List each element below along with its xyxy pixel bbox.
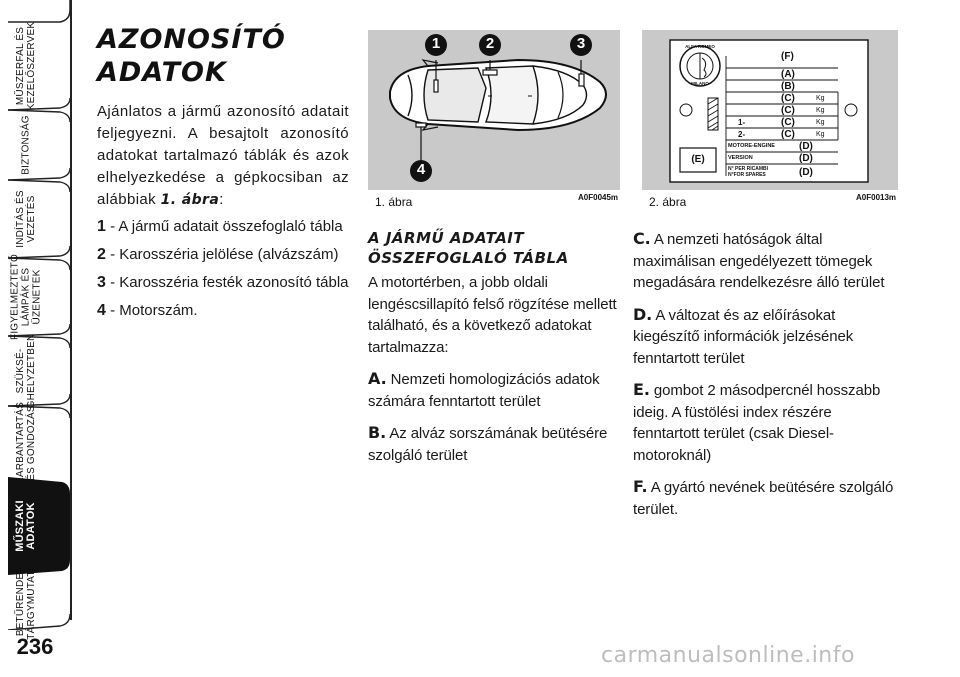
chapter-tab-strip <box>0 0 78 677</box>
plate-d1: (D) <box>799 141 813 152</box>
item-text: A gyártó nevének beütésére szolgáló terület. <box>633 479 894 518</box>
item-a <box>368 368 620 412</box>
tab-szukseghelyzet[interactable] <box>0 333 78 409</box>
marker-1: 1 <box>431 35 441 52</box>
tab-label: KARBANTARTÁS ÉS GONDOZÁS <box>15 401 37 485</box>
figure-2-id-plate <box>642 30 898 190</box>
legend-num: 3 <box>97 274 106 291</box>
intro-end: : <box>219 191 224 208</box>
tab-figyelmezteto[interactable] <box>0 254 78 340</box>
legend-text: - A jármű adatait összefoglaló tábla <box>105 218 343 235</box>
car-outline-illustration <box>368 30 620 190</box>
marker-2: 2 <box>485 35 495 52</box>
item-letter: F. <box>633 477 648 496</box>
plate-row-c1: (C) <box>781 93 795 104</box>
section-title-line1: A JÁRMŰ ADATAIT <box>368 229 525 247</box>
legend-text: - Karosszéria festék azonosító tábla <box>105 274 349 291</box>
legend-text: - Karosszéria jelölése (alvázszám) <box>105 246 339 263</box>
tab-muszaki-active[interactable] <box>0 480 78 572</box>
legend-item <box>97 213 357 241</box>
column-2-body <box>368 272 620 476</box>
legend-item <box>97 297 357 325</box>
plate-kg-3: Kg <box>816 119 825 126</box>
plate-row-c4: (C) <box>781 129 795 140</box>
tab-label: BIZTONSÁG <box>20 115 32 175</box>
item-text: Nemzeti homologizációs adatok számára fenntartott terület <box>368 371 600 410</box>
plate-row-b: (B) <box>781 81 795 92</box>
id-plate-labels <box>642 30 898 190</box>
item-text: A nemzeti hatóságok által maximálisan engedélyezett tömegek megadására rendelkezésre álló terület <box>633 231 885 291</box>
plate-ricambi-line2: N°FOR SPARES <box>728 172 766 178</box>
item-letter: E. <box>633 380 650 399</box>
plate-row-a: (A) <box>781 69 795 80</box>
item-letter: C. <box>633 229 651 248</box>
item-b <box>368 422 620 466</box>
tab-inditas[interactable] <box>0 180 78 258</box>
page-title <box>97 23 286 89</box>
legend-item <box>97 269 357 297</box>
page-title-line1: AZONOSÍTÓ <box>97 24 286 55</box>
item-d <box>633 304 897 370</box>
figure-2-code: A0F0013m <box>856 193 897 202</box>
column-3-body <box>633 228 897 530</box>
tab-label: BETŰRENDES TÁRGYMUTATÓ <box>15 562 37 640</box>
intro-paragraph <box>97 101 349 211</box>
item-letter: A. <box>368 369 387 388</box>
section-title-line2: ÖSSZEFOGLALÓ TÁBLA <box>368 249 569 267</box>
plate-row-c2: (C) <box>781 105 795 116</box>
plate-prefix-2: 2- <box>738 130 746 139</box>
legend-item <box>97 241 357 269</box>
tab-label-active: MŰSZAKI ADATOK <box>14 500 37 552</box>
tab-label: FIGYELMEZTETŐ LÁMPÁK ÉS ÜZENETEK <box>9 254 43 340</box>
item-f <box>633 476 897 520</box>
plate-logo-top: ALFA ROMEO <box>685 44 715 49</box>
plate-kg-4: Kg <box>816 131 825 138</box>
figure-1-caption: 1. ábra <box>375 195 413 209</box>
item-c <box>633 228 897 294</box>
tab-label: MŰSZERFAL ÉS KEZELŐSZERVEK <box>15 21 37 111</box>
plate-motor-label: MOTORE-ENGINE <box>728 143 775 149</box>
plate-ricambi-label <box>728 166 768 178</box>
intro-text: Ajánlatos a jármű azonosító adatait feljegyezni. A besajtolt azonosító adatokat tartalmazó táblák és azok elhelyezkedése a gépkocsiban az alábbiak <box>97 103 349 208</box>
legend-num: 4 <box>97 302 106 319</box>
item-text: gombot 2 másodpercnél hosszabb ideig. A füstölési index részére fenntartott terület (csak Diesel-motoroknál) <box>633 382 881 464</box>
figure-2-caption: 2. ábra <box>649 195 687 209</box>
legend-num: 1 <box>97 218 106 235</box>
tab-label: SZÜKSÉ- GHELYZETBEN <box>15 333 37 409</box>
figure-1-code: A0F0045m <box>578 193 619 202</box>
plate-location-paragraph: A motortérben, a jobb oldali lengéscsillapító felső rögzítése mellett található, és a következő adatokat tartalmazza: <box>368 274 617 356</box>
item-text: Az alváz sorszámának beütésére szolgáló terület <box>368 425 608 464</box>
item-letter: B. <box>368 423 387 442</box>
item-e <box>633 379 897 466</box>
intro-figure-ref: 1. ábra <box>160 192 220 208</box>
legend-text: - Motorszám. <box>105 302 198 319</box>
item-letter: D. <box>633 304 653 324</box>
plate-ricambi-line1: N° PER RICAMBI <box>728 166 769 172</box>
marker-3: 3 <box>576 35 586 52</box>
tab-karbantartas[interactable] <box>0 401 78 485</box>
plate-logo-bottom: MILANO <box>691 81 709 86</box>
plate-prefix-1: 1- <box>738 118 746 127</box>
tab-label: INDÍTÁS ÉS VEZETÉS <box>15 190 37 248</box>
item-text: A változat és az előírásokat kiegészítő információk jelzésének fenntartott terület <box>633 306 854 367</box>
plate-row-c3: (C) <box>781 117 795 128</box>
legend-list <box>97 213 357 325</box>
page-title-line2: ADATOK <box>97 57 227 88</box>
legend-num: 2 <box>97 246 106 263</box>
plate-d2: (D) <box>799 153 813 164</box>
figure-1-car-topview <box>368 30 620 190</box>
plate-kg-2: Kg <box>816 107 825 114</box>
tab-biztonsag[interactable] <box>0 110 78 180</box>
section-title <box>368 228 618 268</box>
plate-version-label: VERSION <box>728 155 753 161</box>
watermark: carmanualsonline.info <box>601 643 855 668</box>
marker-4: 4 <box>416 161 426 178</box>
page-number: 236 <box>16 634 54 659</box>
plate-kg-1: Kg <box>816 95 825 102</box>
tab-muszerfal[interactable] <box>0 22 78 110</box>
plate-e-label: (E) <box>691 154 705 165</box>
tab-betrendes[interactable] <box>0 562 78 640</box>
plate-row-f: (F) <box>781 51 794 62</box>
plate-d3: (D) <box>799 167 813 178</box>
